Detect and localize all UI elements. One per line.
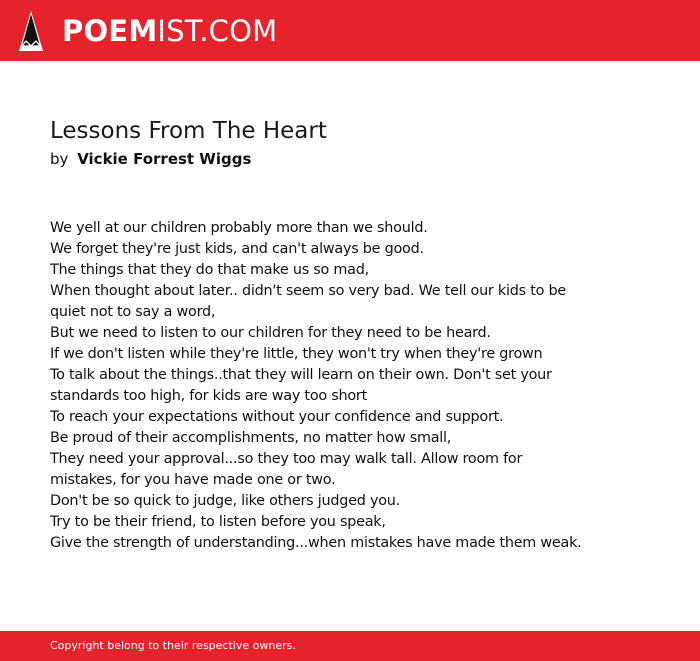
pencil-tip-icon <box>18 10 44 52</box>
poem-line: Try to be their friend, to listen before you speak, <box>50 514 386 530</box>
poem-line: mistakes, for you have made one or two. <box>50 472 336 488</box>
logo-text-light: IST.COM <box>157 14 278 48</box>
poem-line: But we need to listen to our children for they need to be heard. <box>50 325 491 341</box>
poem-line: They need your approval...so they too may walk tall. Allow room for <box>50 451 523 467</box>
poem-line: If we don't listen while they're little, they won't try when they're grown <box>50 346 543 362</box>
logo-text-strong: POEM <box>62 14 158 48</box>
poem-line: Be proud of their accomplishments, no matter how small, <box>50 430 452 446</box>
poem-line: When thought about later.. didn't seem so very bad. We tell our kids to be <box>50 283 566 299</box>
poem-line: The things that they do that make us so mad, <box>50 262 369 278</box>
site-logo-text <box>62 10 277 52</box>
poem-line: standards too high, for kids are way too short <box>50 388 367 404</box>
site-footer <box>0 631 700 661</box>
poem-body <box>50 218 610 554</box>
poem-line: Give the strength of understanding...when mistakes have made them weak. <box>50 535 582 551</box>
byline-label: by <box>50 150 69 168</box>
poem-line: To reach your expectations without your confidence and support. <box>50 409 504 425</box>
site-logo-link[interactable] <box>18 10 277 52</box>
site-header <box>0 0 700 61</box>
poem-line: Don't be so quick to judge, like others judged you. <box>50 493 400 509</box>
poem-line: To talk about the things..that they will learn on their own. Don't set your <box>50 367 552 383</box>
author-link[interactable]: Vickie Forrest Wiggs <box>77 150 252 168</box>
poem-line: We forget they're just kids, and can't always be good. <box>50 241 424 257</box>
poem-line: We yell at our children probably more than we should. <box>50 220 428 236</box>
copyright-text: Copyright belong to their respective owners. <box>50 639 296 652</box>
poem-line: quiet not to say a word, <box>50 304 216 320</box>
poem-byline <box>50 148 251 170</box>
poem-title: Lessons From The Heart <box>50 118 327 144</box>
